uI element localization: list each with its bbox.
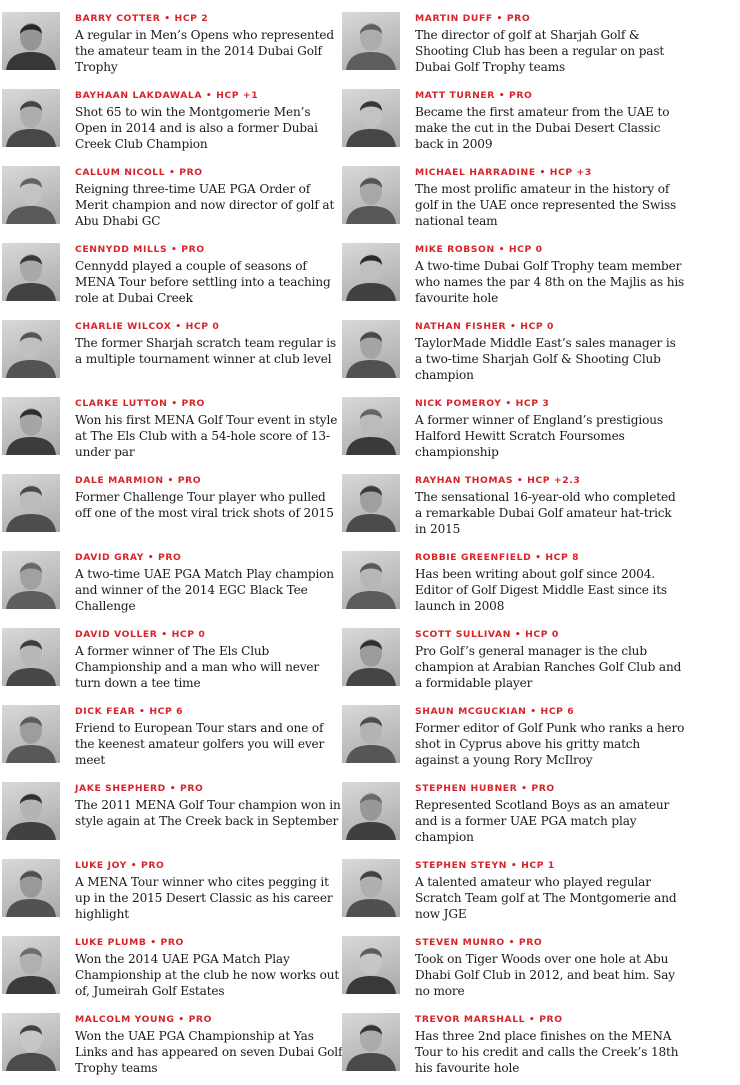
- player-name-line: CENNYDD MILLS • PRO: [75, 244, 205, 255]
- player-description: Became the first amateur from the UAE to make the cut in the Dubai Desert Classic back in 2009: [415, 105, 670, 151]
- headshot-silhouette: [2, 89, 60, 147]
- player-photo: [342, 243, 400, 301]
- player-description: Reigning three-time UAE PGA Order of Merit champion and now director of golf at Abu Dhabi GC: [75, 182, 335, 228]
- player-photo: [2, 782, 60, 840]
- player-photo: [342, 628, 400, 686]
- player-name-line: SCOTT SULLIVAN • HCP 0: [415, 629, 559, 640]
- player-description: Won his first MENA Golf Tour event in style at The Els Club with a 54-hole score of 13-under par: [75, 413, 338, 459]
- headshot-silhouette: [2, 243, 60, 301]
- headshot-silhouette: [342, 474, 400, 532]
- player-description: Cennydd played a couple of seasons of MENA Tour before settling into a teaching role at Dubai Creek: [75, 259, 331, 305]
- profile-entry: [340, 0, 740, 76]
- player-photo: [2, 397, 60, 455]
- player-name-line: DAVID GRAY • PRO: [75, 552, 182, 563]
- player-photo: [342, 397, 400, 455]
- headshot-silhouette: [342, 859, 400, 917]
- player-name-line: MARTIN DUFF • PRO: [415, 13, 531, 24]
- headshot-silhouette: [2, 397, 60, 455]
- player-photo: [2, 551, 60, 609]
- player-photo: [2, 166, 60, 224]
- headshot-silhouette: [342, 166, 400, 224]
- player-photo: [342, 89, 400, 147]
- player-description: Represented Scotland Boys as an amateur and is a former UAE PGA match play champion: [415, 798, 670, 844]
- player-name-line: MICHAEL HARRADINE • HCP +3: [415, 167, 592, 178]
- player-description: The 2011 MENA Golf Tour champion won in style again at The Creek back in September: [75, 798, 341, 828]
- player-name-line: STEPHEN HUBNER • PRO: [415, 783, 555, 794]
- headshot-silhouette: [2, 936, 60, 994]
- player-photo: [2, 705, 60, 763]
- player-name-line: NICK POMEROY • HCP 3: [415, 398, 550, 409]
- player-name-line: ROBBIE GREENFIELD • HCP 8: [415, 552, 580, 563]
- headshot-silhouette: [342, 320, 400, 378]
- headshot-silhouette: [2, 859, 60, 917]
- player-photo: [2, 859, 60, 917]
- player-name-line: MALCOLM YOUNG • PRO: [75, 1014, 212, 1025]
- profile-entry: [340, 1001, 740, 1077]
- player-description: A talented amateur who played regular Scratch Team golf at The Montgomerie and now JGE: [415, 875, 677, 921]
- headshot-silhouette: [342, 89, 400, 147]
- player-description: Won the 2014 UAE PGA Match Play Championship at the club he now works out of, Jumeirah Golf Estates: [75, 952, 340, 998]
- player-description: A former winner of England’s prestigious Halford Hewitt Scratch Foursomes championship: [415, 413, 663, 459]
- player-name-line: CLARKE LUTTON • PRO: [75, 398, 205, 409]
- player-description: A two-time UAE PGA Match Play champion and winner of the 2014 EGC Black Tee Challenge: [75, 567, 334, 613]
- player-name-line: JAKE SHEPHERD • PRO: [75, 783, 204, 794]
- player-description: Shot 65 to win the Montgomerie Men’s Open in 2014 and is also a former Dubai Creek Club Champion: [75, 105, 318, 151]
- player-description: A two-time Dubai Golf Trophy team member who names the par 4 8th on the Majlis as his favourite hole: [415, 259, 685, 305]
- player-photo: [2, 12, 60, 70]
- player-description: Pro Golf’s general manager is the club champion at Arabian Ranches Golf Club and a formidable player: [415, 644, 682, 690]
- headshot-silhouette: [342, 936, 400, 994]
- profile-entry: [340, 462, 740, 538]
- player-description: Former editor of Golf Punk who ranks a hero shot in Cyprus above his gritty match against a young Rory McIlroy: [415, 721, 685, 767]
- player-photo: [342, 320, 400, 378]
- headshot-silhouette: [342, 628, 400, 686]
- player-name-line: MIKE ROBSON • HCP 0: [415, 244, 543, 255]
- player-photo: [2, 89, 60, 147]
- player-description: A former winner of The Els Club Championship and a man who will never turn down a tee time: [75, 644, 320, 690]
- player-description: The sensational 16-year-old who completed a remarkable Dubai Golf amateur hat-trick in 2015: [415, 490, 676, 536]
- headshot-silhouette: [2, 1013, 60, 1071]
- player-photo: [342, 705, 400, 763]
- player-name-line: STEVEN MUNRO • PRO: [415, 937, 543, 948]
- headshot-silhouette: [2, 320, 60, 378]
- player-photo: [2, 936, 60, 994]
- headshot-silhouette: [2, 474, 60, 532]
- profile-entry: [340, 231, 740, 307]
- player-name-line: BAYHAAN LAKDAWALA • HCP +1: [75, 90, 259, 101]
- player-photo: [342, 859, 400, 917]
- profile-entry: [340, 924, 740, 1000]
- headshot-silhouette: [342, 1013, 400, 1071]
- player-description: The director of golf at Sharjah Golf & Shooting Club has been a regular on past Dubai Golf Trophy teams: [415, 28, 665, 74]
- headshot-silhouette: [342, 705, 400, 763]
- player-name-line: SHAUN MCGUCKIAN • HCP 6: [415, 706, 575, 717]
- profile-entry: [340, 308, 740, 384]
- headshot-silhouette: [342, 397, 400, 455]
- player-photo: [2, 243, 60, 301]
- player-photo: [342, 474, 400, 532]
- profile-entry: [340, 693, 740, 769]
- player-description: A MENA Tour winner who cites pegging it up in the 2015 Desert Classic as his career highlight: [75, 875, 333, 921]
- player-photo: [342, 936, 400, 994]
- player-name-line: CHARLIE WILCOX • HCP 0: [75, 321, 220, 332]
- player-photo: [342, 782, 400, 840]
- headshot-silhouette: [342, 12, 400, 70]
- player-name-line: STEPHEN STEYN • HCP 1: [415, 860, 555, 871]
- headshot-silhouette: [342, 551, 400, 609]
- headshot-silhouette: [342, 243, 400, 301]
- player-name-line: DICK FEAR • HCP 6: [75, 706, 184, 717]
- player-description: Took on Tiger Woods over one hole at Abu Dhabi Golf Club in 2012, and beat him. Say no more: [415, 952, 675, 998]
- player-photo: [2, 628, 60, 686]
- player-description: The most prolific amateur in the history of golf in the UAE once represented the Swiss national team: [415, 182, 677, 228]
- player-description: Won the UAE PGA Championship at Yas Links and has appeared on seven Dubai Golf Trophy teams: [75, 1029, 343, 1075]
- profile-entry: [340, 77, 740, 153]
- profile-entry: [340, 847, 740, 923]
- profile-entry: [340, 385, 740, 461]
- player-photo: [2, 320, 60, 378]
- player-description: Friend to European Tour stars and one of the keenest amateur golfers you will ever meet: [75, 721, 325, 767]
- headshot-silhouette: [2, 166, 60, 224]
- profile-entry: [340, 539, 740, 615]
- headshot-silhouette: [2, 551, 60, 609]
- headshot-silhouette: [2, 628, 60, 686]
- profile-entry: [340, 770, 740, 846]
- player-photo: [342, 166, 400, 224]
- player-name-line: DAVID VOLLER • HCP 0: [75, 629, 206, 640]
- player-name-line: DALE MARMION • PRO: [75, 475, 202, 486]
- player-description: Former Challenge Tour player who pulled off one of the most viral trick shots of 2015: [75, 490, 334, 520]
- player-description: Has three 2nd place finishes on the MENA Tour to his credit and calls the Creek’s 18th his favourite hole: [415, 1029, 679, 1075]
- player-name-line: TREVOR MARSHALL • PRO: [415, 1014, 563, 1025]
- player-photo: [2, 474, 60, 532]
- player-description: A regular in Men’s Opens who represented the amateur team in the 2014 Dubai Golf Trophy: [75, 28, 334, 74]
- player-name-line: CALLUM NICOLL • PRO: [75, 167, 203, 178]
- player-description: TaylorMade Middle East’s sales manager is a two-time Sharjah Golf & Shooting Club champion: [415, 336, 676, 382]
- profile-entry: [340, 154, 740, 230]
- player-description: Has been writing about golf since 2004. Editor of Golf Digest Middle East since its launch in 2008: [415, 567, 667, 613]
- player-name-line: BARRY COTTER • HCP 2: [75, 13, 209, 24]
- player-name-line: LUKE PLUMB • PRO: [75, 937, 184, 948]
- player-photo: [342, 551, 400, 609]
- player-name-line: LUKE JOY • PRO: [75, 860, 165, 871]
- player-photo: [2, 1013, 60, 1071]
- headshot-silhouette: [2, 705, 60, 763]
- profile-entry: [340, 616, 740, 692]
- player-name-line: MATT TURNER • PRO: [415, 90, 533, 101]
- player-description: The former Sharjah scratch team regular is a multiple tournament winner at club level: [75, 336, 337, 366]
- player-photo: [342, 12, 400, 70]
- headshot-silhouette: [342, 782, 400, 840]
- player-name-line: NATHAN FISHER • HCP 0: [415, 321, 555, 332]
- headshot-silhouette: [2, 782, 60, 840]
- player-name-line: RAYHAN THOMAS • HCP +2.3: [415, 475, 581, 486]
- headshot-silhouette: [2, 12, 60, 70]
- player-photo: [342, 1013, 400, 1071]
